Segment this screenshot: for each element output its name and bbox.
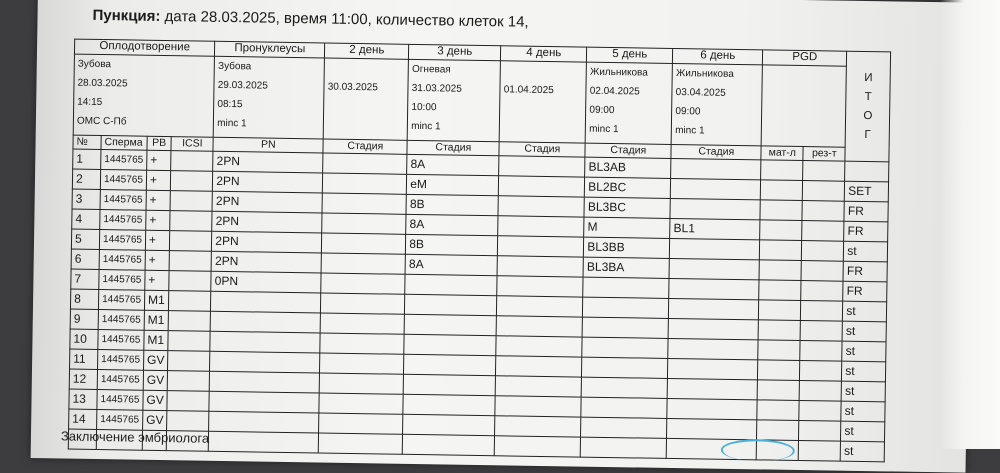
cell-day3-stage: eM — [407, 174, 499, 195]
cell-sperm: 1445765 — [98, 349, 144, 370]
cell-day3-stage — [404, 314, 496, 335]
cell-number: 9 — [70, 309, 98, 329]
cell-day3-stage — [405, 274, 497, 295]
page-edge-shadow — [940, 0, 1000, 449]
info-line: minc 1 — [589, 123, 619, 136]
cell-itog: st — [843, 301, 887, 322]
cell-day5-stage — [581, 397, 667, 418]
cell-day3-stage: 8A — [405, 254, 497, 275]
sub-material: мат-л — [761, 146, 803, 161]
info-fert — [73, 54, 215, 137]
cell-itog: FR — [844, 201, 888, 222]
info-line: Огневая — [411, 63, 451, 76]
cell-day2-stage — [322, 233, 406, 254]
cell-pb: + — [146, 210, 171, 230]
info-line: Жильникова — [589, 66, 648, 79]
cell-day6-stage — [669, 278, 759, 299]
cell-pgd-result — [801, 261, 843, 282]
cell-pgd-material — [757, 400, 799, 421]
cell-pn: 2PN — [213, 171, 323, 193]
cell-sperm: 1445765 — [98, 309, 144, 330]
cell-number: 6 — [71, 249, 99, 269]
cell-day2-stage — [319, 413, 403, 434]
cell-sperm: 1445765 — [101, 150, 147, 171]
cell-itog: st — [842, 341, 886, 362]
cell-day2-stage — [323, 153, 407, 174]
cell-day6-stage — [671, 158, 761, 179]
cell-day2-stage — [320, 353, 404, 374]
cell-itog: FR — [844, 221, 888, 242]
cell-day3-stage — [403, 394, 495, 415]
sub-icsi: ICSI — [171, 137, 213, 152]
cell-day2-stage — [323, 173, 407, 194]
sub-pn: PN — [213, 137, 323, 153]
cell-itog: FR — [843, 281, 887, 302]
cell-pgd-material — [757, 420, 799, 441]
cell-day6-stage — [668, 318, 758, 339]
info-line: Зубова — [77, 58, 112, 71]
header-label: Пункция: — [92, 6, 161, 25]
cell-itog: st — [840, 441, 884, 462]
cell-day3-stage: 8A — [407, 154, 499, 175]
cell-day5-stage: M — [584, 217, 670, 238]
cell-day6-stage — [669, 298, 759, 319]
puncture-header — [92, 7, 528, 31]
info-line: 29.03.2025 — [217, 79, 268, 92]
cell-day3-stage: 8B — [406, 194, 498, 215]
cell-icsi — [170, 211, 212, 232]
col-day5: 5 день — [587, 47, 673, 63]
cell-sperm: 1445765 — [97, 389, 143, 410]
info-row — [73, 54, 890, 148]
cell-day2-stage — [320, 313, 404, 334]
cell-icsi — [170, 191, 212, 212]
info-line: 09:00 — [675, 106, 701, 118]
cell-pgd-result — [801, 301, 843, 322]
cell-day2-stage — [321, 253, 405, 274]
cell-day4-stage — [495, 396, 581, 417]
cell-day4-stage — [497, 296, 583, 317]
cell-day5-stage: BL3AB — [585, 157, 671, 178]
cell-pn: 2PN — [212, 191, 322, 213]
cell-pb: + — [145, 270, 170, 290]
cell-pgd-result — [800, 321, 842, 342]
col-day4: 4 день — [501, 46, 587, 62]
cell-day4-stage — [495, 416, 581, 437]
cell-number: 5 — [71, 229, 99, 249]
cell-pb: GV — [143, 390, 168, 410]
cell-pgd-material — [759, 280, 801, 301]
cell-icsi — [167, 371, 209, 392]
col-day6: 6 день — [673, 48, 763, 64]
cell-number: 8 — [70, 289, 98, 309]
cell-day3-stage: 8B — [406, 234, 498, 255]
info-day4 — [499, 61, 586, 143]
cell-day6-stage — [670, 238, 760, 259]
cell-number: 10 — [70, 329, 98, 349]
itog-letter: И — [864, 71, 873, 84]
empty-cell — [319, 433, 403, 454]
cell-day3-stage — [404, 334, 496, 355]
cell-pb: GV — [143, 350, 168, 370]
cell-pb: GV — [143, 410, 168, 430]
cell-day5-stage — [582, 337, 668, 358]
info-pronuc — [213, 56, 324, 139]
cell-sperm: 1445765 — [97, 369, 143, 390]
cell-icsi — [169, 251, 211, 272]
cell-pn: 2PN — [211, 251, 321, 273]
cell-sperm: 1445765 — [98, 289, 144, 310]
cell-day5-stage — [582, 317, 668, 338]
cell-day2-stage — [319, 373, 403, 394]
cell-sperm: 1445765 — [98, 329, 144, 350]
cell-day3-stage — [405, 294, 497, 315]
cell-day4-stage — [498, 196, 584, 217]
cell-day6-stage — [671, 178, 761, 199]
cell-pn — [210, 311, 320, 333]
cell-day6-stage — [670, 198, 760, 219]
empty-cell — [209, 431, 319, 453]
cell-pgd-material — [759, 260, 801, 281]
cell-day4-stage — [497, 276, 583, 297]
cell-pgd-material — [761, 180, 803, 201]
sub-stage-d6: Стадия — [671, 144, 761, 159]
cell-pn — [209, 391, 319, 413]
cell-sperm: 1445765 — [99, 249, 145, 270]
cell-day2-stage — [322, 213, 406, 234]
cell-pn: 2PN — [213, 151, 323, 173]
info-line: Жильникова — [675, 68, 734, 80]
info-line: 01.04.2025 — [503, 84, 554, 97]
document-page — [31, 0, 973, 473]
cell-itog: st — [842, 361, 886, 382]
info-line: 14:15 — [77, 96, 103, 109]
info-line — [504, 61, 583, 81]
sub-result: рез-т — [803, 147, 845, 162]
cell-pgd-material — [757, 380, 799, 401]
cell-day5-stage: BL3BC — [584, 197, 670, 218]
cell-day6-stage — [667, 378, 757, 399]
info-day6 — [671, 63, 762, 145]
cell-day6-stage — [668, 358, 758, 379]
cell-number: 11 — [70, 349, 98, 369]
cell-pgd-result — [801, 281, 843, 302]
cell-pgd-result — [802, 221, 844, 242]
cell-icsi — [167, 411, 209, 432]
info-line: 31.03.2025 — [411, 82, 462, 95]
cell-pgd-material — [759, 300, 801, 321]
cell-number: 1 — [73, 149, 101, 169]
info-line: ОМС С-Пб — [76, 115, 127, 128]
cell-pn: 0PN — [211, 271, 321, 293]
cell-pn — [210, 331, 320, 353]
cell-day3-stage — [403, 414, 495, 435]
cell-itog: st — [842, 321, 886, 342]
info-pgd — [761, 65, 846, 147]
cell-pb: + — [146, 170, 171, 190]
info-line: minc 1 — [411, 120, 441, 133]
cell-number: 4 — [72, 209, 100, 229]
cell-day5-stage — [581, 377, 667, 398]
cell-pgd-material — [760, 220, 802, 241]
cell-pn: 2PN — [212, 211, 322, 233]
cell-pgd-material — [758, 340, 800, 361]
cell-day2-stage — [319, 393, 403, 414]
cell-day4-stage — [496, 356, 582, 377]
cell-pn — [209, 371, 319, 393]
empty-cell — [798, 441, 840, 462]
sub-pb: PB — [147, 136, 172, 150]
cell-icsi — [169, 291, 211, 312]
itog-letter: Г — [864, 128, 871, 141]
info-line: Зубова — [217, 60, 252, 73]
cell-pgd-material — [758, 360, 800, 381]
col-pronuclei: Пронуклеусы — [215, 41, 325, 58]
cell-sperm: 1445765 — [99, 229, 145, 250]
cell-sperm: 1445765 — [100, 170, 146, 191]
cell-pb: M1 — [144, 330, 169, 350]
sub-stage-d4: Стадия — [499, 142, 585, 157]
cell-sperm: 1445765 — [100, 210, 146, 231]
embryo-table — [68, 39, 892, 463]
cell-number: 14 — [69, 409, 97, 429]
sub-sperm: Сперма — [101, 136, 147, 151]
empty-cell — [494, 436, 580, 457]
cell-number: 7 — [71, 269, 99, 289]
cell-day4-stage — [497, 256, 583, 277]
sub-stage-d3: Стадия — [407, 140, 499, 155]
cell-icsi — [169, 271, 211, 292]
cell-pn — [210, 351, 320, 373]
cell-day4-stage — [499, 176, 585, 197]
cell-pgd-result — [799, 401, 841, 422]
cell-day5-stage — [583, 277, 669, 298]
info-day3 — [407, 59, 500, 141]
cell-pgd-result — [800, 361, 842, 382]
header-text: дата 28.03.2025, время 11:00, количество клеток 14, — [160, 7, 529, 31]
cell-pgd-material — [760, 240, 802, 261]
info-day5 — [585, 62, 672, 144]
cell-day2-stage — [320, 333, 404, 354]
cell-day6-stage — [668, 338, 758, 359]
cell-number: 3 — [72, 189, 100, 209]
cell-day5-stage — [582, 357, 668, 378]
col-itog — [845, 51, 891, 162]
cell-icsi — [168, 351, 210, 372]
info-line: minc 1 — [217, 117, 247, 130]
cell-day4-stage — [498, 216, 584, 237]
cell-pn: 2PN — [212, 231, 322, 253]
cell-pgd-material — [758, 320, 800, 341]
cell-day2-stage — [321, 293, 405, 314]
sub-stage-d2: Стадия — [323, 139, 407, 154]
cell-pb: + — [146, 190, 171, 210]
cell-day2-stage — [321, 273, 405, 294]
cell-icsi — [168, 331, 210, 352]
cell-icsi — [170, 231, 212, 252]
cell-day5-stage: BL3BA — [583, 257, 669, 278]
cell-day6-stage — [667, 418, 757, 439]
info-line: 09:00 — [589, 104, 615, 117]
cell-day4-stage — [496, 336, 582, 357]
cell-itog: SET — [845, 181, 889, 202]
empty-cell — [580, 437, 666, 458]
cell-number: 13 — [69, 389, 97, 409]
cell-sperm: 1445765 — [100, 190, 146, 211]
cell-number: 2 — [72, 169, 100, 189]
cell-pb: + — [145, 230, 170, 250]
cell-pgd-result — [803, 161, 845, 182]
cell-sperm: 1445765 — [99, 269, 145, 290]
itog-letter: О — [863, 109, 873, 122]
info-line: 28.03.2025 — [77, 77, 128, 90]
embryologist-conclusion: Заключение эмбриолога — [60, 428, 210, 446]
cell-day3-stage — [404, 354, 496, 375]
empty-cell — [403, 434, 495, 455]
cell-pgd-result — [799, 381, 841, 402]
cell-day3-stage: 8A — [406, 214, 498, 235]
cell-pb: M1 — [144, 310, 169, 330]
cell-day6-stage: BL1 — [670, 218, 760, 239]
cell-icsi — [167, 391, 209, 412]
cell-day4-stage — [499, 156, 585, 177]
cell-sperm: 1445765 — [97, 409, 143, 430]
info-line: 10:00 — [411, 101, 437, 114]
cell-day5-stage: BL3BB — [584, 237, 670, 258]
cell-pn — [211, 291, 321, 313]
col-day2: 2 день — [325, 43, 409, 59]
cell-day2-stage — [322, 193, 406, 214]
itog-letter: Т — [864, 90, 872, 103]
info-day2 — [323, 58, 408, 140]
cell-day4-stage — [498, 236, 584, 257]
cell-pb: + — [145, 250, 170, 270]
cell-pgd-material — [761, 160, 803, 181]
info-line: 02.04.2025 — [589, 85, 640, 98]
cell-pb: M1 — [144, 290, 169, 310]
cell-day3-stage — [403, 374, 495, 395]
info-line: 08:15 — [217, 98, 243, 111]
cell-itog: st — [841, 381, 885, 402]
cell-pb: GV — [143, 370, 168, 390]
cell-day4-stage — [496, 316, 582, 337]
cell-pgd-result — [802, 201, 844, 222]
sub-stage-d5: Стадия — [585, 143, 671, 158]
cell-itog — [845, 161, 889, 182]
col-fertilization: Оплодотворение — [74, 39, 214, 56]
cell-pgd-result — [802, 241, 844, 262]
cell-day4-stage — [495, 376, 581, 397]
sub-num: № — [73, 135, 101, 149]
cell-icsi — [168, 311, 210, 332]
cell-itog: st — [844, 241, 888, 262]
info-line: minc 1 — [675, 125, 705, 137]
cell-icsi — [171, 151, 213, 172]
cell-pgd-material — [760, 200, 802, 221]
cell-pn — [209, 411, 319, 433]
info-line — [328, 59, 405, 79]
cell-icsi — [171, 171, 213, 192]
cell-day6-stage — [667, 398, 757, 419]
cell-pb: + — [147, 150, 172, 170]
cell-pgd-result — [803, 181, 845, 202]
cell-number: 12 — [69, 369, 97, 389]
cell-itog: st — [841, 421, 885, 442]
cell-day5-stage — [581, 417, 667, 438]
cell-pgd-result — [800, 341, 842, 362]
info-line: 03.04.2025 — [675, 87, 726, 99]
cell-itog: FR — [843, 261, 887, 282]
cell-day5-stage — [583, 297, 669, 318]
cell-day6-stage — [669, 258, 759, 279]
cell-itog: st — [841, 401, 885, 422]
col-pgd: PGD — [763, 50, 847, 66]
col-day3: 3 день — [409, 44, 501, 60]
info-line: 30.03.2025 — [327, 81, 378, 94]
cell-day5-stage: BL2BC — [585, 177, 671, 198]
cell-pgd-result — [799, 421, 841, 442]
